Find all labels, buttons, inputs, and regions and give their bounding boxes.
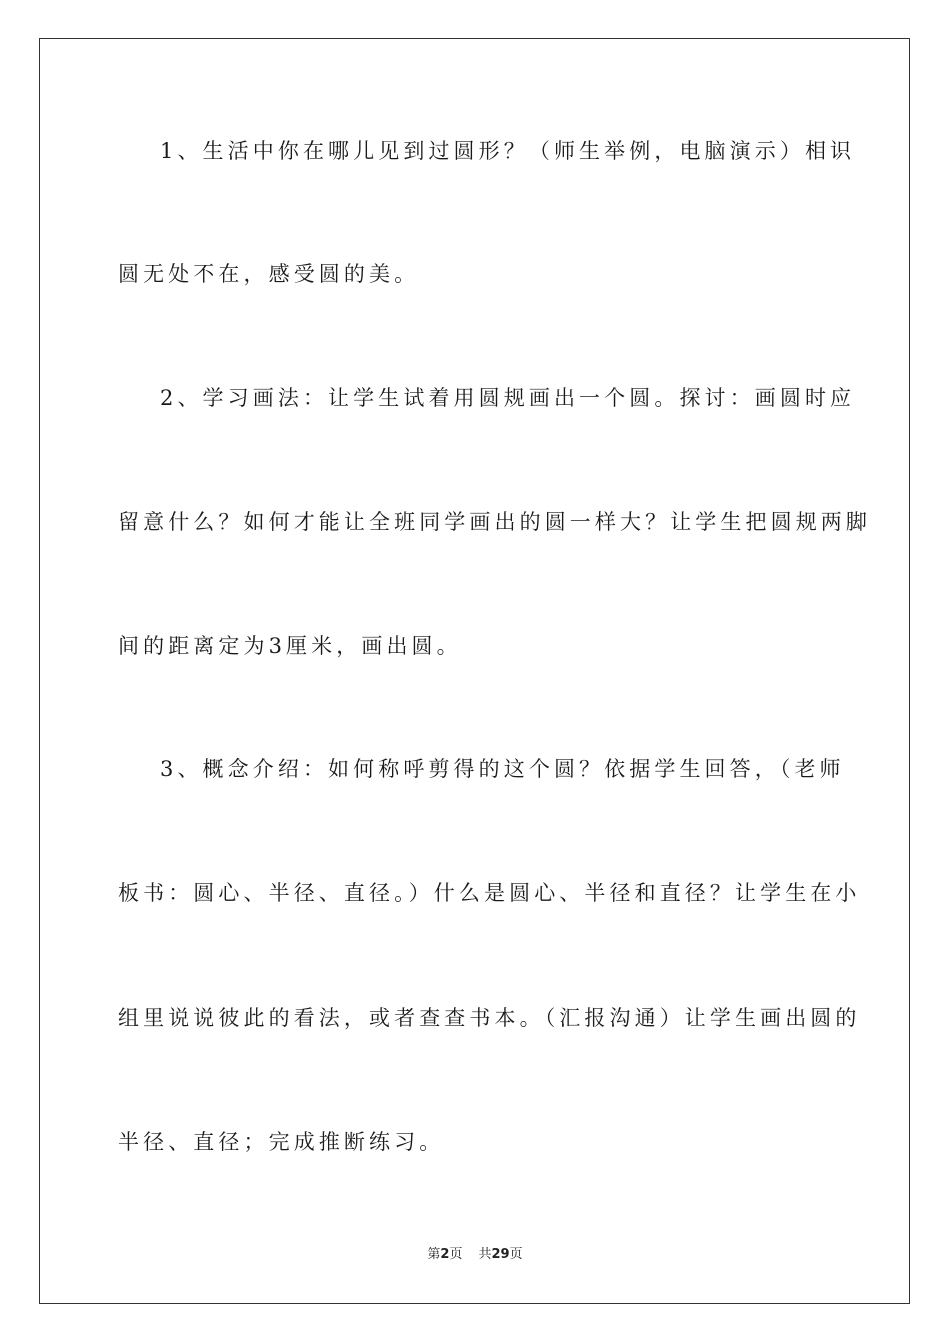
paragraph-3-line-2: 板书：圆心、半径、直径。）什么是圆心、半径和直径？让学生在小 xyxy=(118,881,861,905)
paragraph-2-line-1: 2、学习画法：让学生试着用圆规画出一个圆。探讨：画圆时应 xyxy=(160,386,856,410)
paragraph-3-line-3: 组里说说彼此的看法，或者查查书本。（汇报沟通）让学生画出圆的 xyxy=(118,1006,861,1030)
paragraph-2-line-3: 间的距离定为3厘米，画出圆。 xyxy=(118,634,462,658)
total-prefix: 共 xyxy=(478,1247,492,1262)
paragraph-2-line-2: 留意什么？如何才能让全班同学画出的圆一样大？让学生把圆规两脚 xyxy=(118,510,871,534)
page-number: 2 xyxy=(440,1247,450,1262)
total-suffix: 页 xyxy=(509,1247,523,1262)
paragraph-1-line-2: 圆无处不在，感受圆的美。 xyxy=(118,262,420,286)
page-footer xyxy=(0,1247,950,1263)
paragraph-1-line-1: 1、生活中你在哪儿见到过圆形？（师生举例，电脑演示）相识 xyxy=(160,139,856,163)
paragraph-3-line-4: 半径、直径；完成推断练习。 xyxy=(118,1130,445,1154)
page-suffix: 页 xyxy=(449,1247,463,1262)
total-pages: 29 xyxy=(491,1247,510,1262)
page-prefix: 第 xyxy=(427,1247,441,1262)
paragraph-3-line-1: 3、概念介绍：如何称呼剪得的这个圆？依据学生回答，（老师 xyxy=(160,757,845,781)
page-border xyxy=(39,38,910,1304)
